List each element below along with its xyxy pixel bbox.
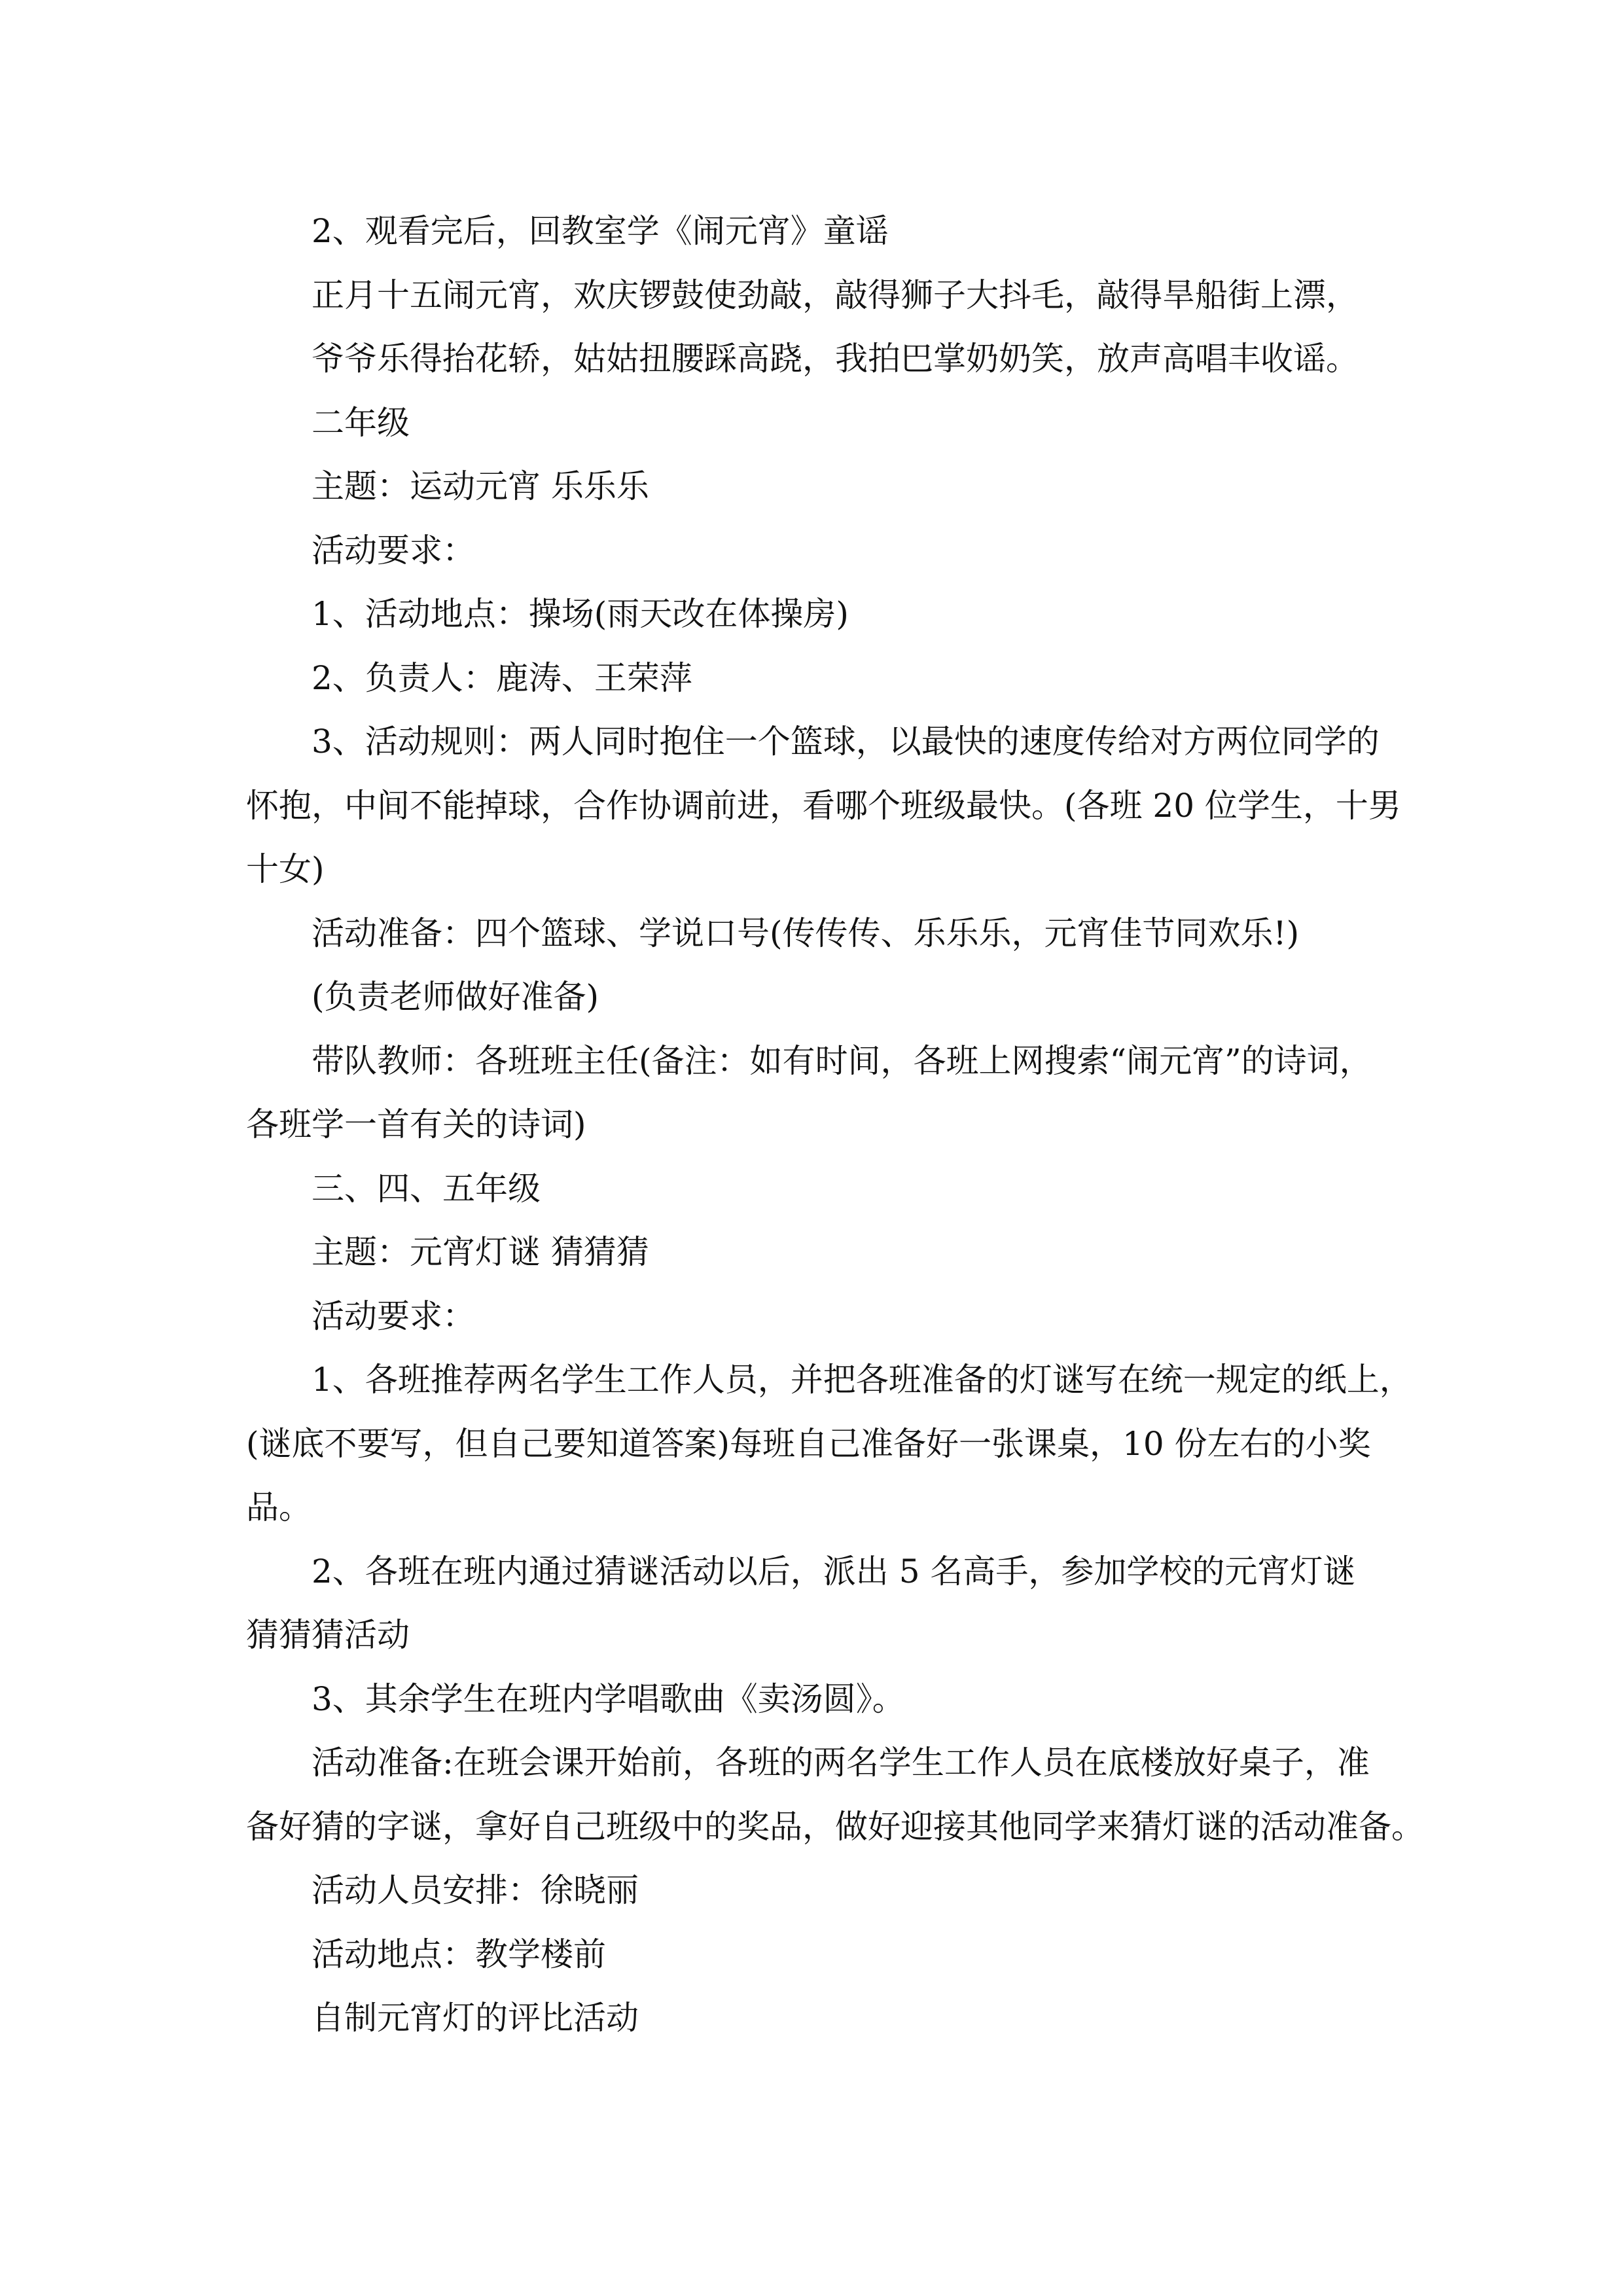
text-line: 猜猜猜活动 xyxy=(246,1616,410,1654)
text-line: 品。 xyxy=(246,1488,312,1526)
text-line: 活动要求： xyxy=(312,531,475,569)
text-line: 活动地点：教学楼前 xyxy=(312,1935,606,1973)
text-line: 正月十五闹元宵，欢庆锣鼓使劲敲，敲得狮子大抖毛，敲得旱船街上漂， xyxy=(312,276,1359,314)
text-line: 备好猜的字谜，拿好自己班级中的奖品，做好迎接其他同学来猜灯谜的活动准备。 xyxy=(246,1807,1424,1846)
text-line: 十女) xyxy=(246,850,325,888)
text-line: 二年级 xyxy=(312,403,410,442)
text-line: 活动要求： xyxy=(312,1297,475,1335)
text-line: 1、各班推荐两名学生工作人员，并把各班准备的灯谜写在统一规定的纸上， xyxy=(312,1361,1412,1399)
text-line: 3、活动规则：两人同时抱住一个篮球，以最快的速度传给对方两位同学的 xyxy=(312,723,1380,761)
text-line: 各班学一首有关的诗词) xyxy=(246,1105,586,1143)
text-line: 活动人员安排：徐晓丽 xyxy=(312,1871,639,1909)
text-line: 主题：运动元宵 乐乐乐 xyxy=(312,467,649,505)
text-line: 2、观看完后，回教室学《闹元宵》童谣 xyxy=(312,212,889,250)
text-line: 2、各班在班内通过猜谜活动以后，派出 5 名高手，参加学校的元宵灯谜 xyxy=(312,1552,1356,1590)
text-line: 2、负责人：鹿涛、王荣萍 xyxy=(312,658,692,697)
text-line: 1、活动地点：操场(雨天改在体操房) xyxy=(312,595,849,633)
text-line: 三、四、五年级 xyxy=(312,1169,541,1208)
text-line: (谜底不要写，但自己要知道答案)每班自己准备好一张课桌，10 份左右的小奖 xyxy=(246,1424,1371,1463)
text-line: 活动准备:在班会课开始前，各班的两名学生工作人员在底楼放好桌子，准 xyxy=(312,1744,1370,1782)
text-line: 带队教师：各班班主任(备注：如有时间，各班上网搜索“闹元宵”的诗词， xyxy=(312,1041,1372,1080)
document-body xyxy=(246,200,1424,2051)
text-line: 自制元宵灯的评比活动 xyxy=(312,1999,639,2037)
text-line: 3、其余学生在班内学唱歌曲《卖汤圆》。 xyxy=(312,1679,905,1718)
text-line: 活动准备：四个篮球、学说口号(传传传、乐乐乐，元宵佳节同欢乐!) xyxy=(312,914,1300,952)
text-line: 怀抱，中间不能掉球，合作协调前进，看哪个班级最快。(各班 20 位学生，十男 xyxy=(246,786,1401,825)
text-line: 主题：元宵灯谜 猜猜猜 xyxy=(312,1233,649,1271)
text-line: (负责老师做好准备) xyxy=(312,978,599,1016)
text-line: 爷爷乐得抬花轿，姑姑扭腰踩高跷，我拍巴掌奶奶笑，放声高唱丰收谣。 xyxy=(312,340,1359,378)
